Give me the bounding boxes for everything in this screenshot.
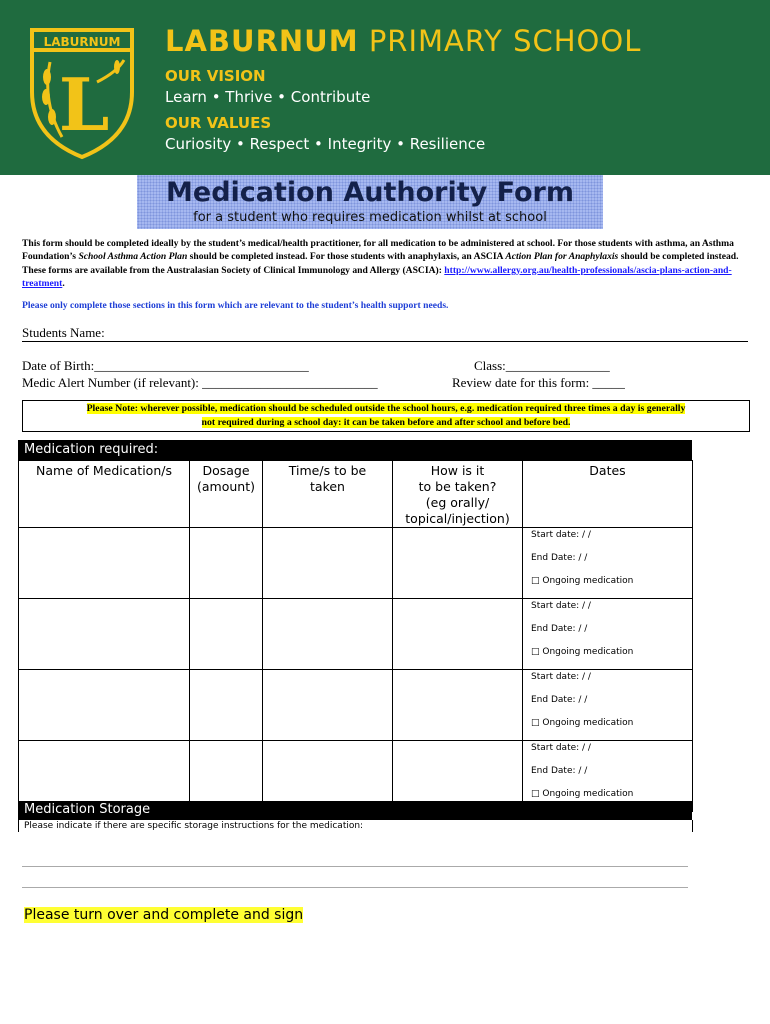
start-date-label: Start date: / / xyxy=(531,672,591,682)
table-row xyxy=(19,599,693,670)
ascia-link[interactable]: http://www.allergy.org.au/health-professionals/ascia-plans-action-and-treatment xyxy=(22,264,732,289)
table-row xyxy=(19,670,693,741)
storage-line-2[interactable] xyxy=(22,887,688,888)
school-crest-logo xyxy=(22,22,142,162)
values-heading: OUR VALUES xyxy=(165,114,272,132)
dosage-cell[interactable] xyxy=(190,528,263,599)
time-cell[interactable] xyxy=(263,528,393,599)
time-cell[interactable] xyxy=(263,599,393,670)
note-line-2: not required during a school day: it can be taken before and after school and before bed. xyxy=(201,417,571,428)
review-date-field[interactable]: Review date for this form: _____ xyxy=(452,375,625,390)
storage-instructions: Please indicate if there are specific storage instructions for the medication: xyxy=(24,821,364,831)
dates-cell[interactable] xyxy=(523,599,693,670)
medication-table xyxy=(18,460,693,812)
vision-text: Learn • Thrive • Contribute xyxy=(165,88,371,106)
end-date-label: End Date: / / xyxy=(531,766,588,776)
end-date-label: End Date: / / xyxy=(531,553,588,563)
method-cell[interactable] xyxy=(393,528,523,599)
crest-text: LABURNUM xyxy=(43,35,121,49)
medication-name-cell[interactable] xyxy=(19,670,190,741)
col-name-header: Name of Medication/s xyxy=(19,461,190,528)
dates-cell[interactable] xyxy=(523,670,693,741)
sections-note: Please only complete those sections in this form which are relevant to the student’s health support needs. xyxy=(22,300,449,311)
school-banner xyxy=(0,0,770,175)
dob-field[interactable]: Date of Birth:_________________________________ xyxy=(22,358,309,373)
crest-letter: L xyxy=(58,62,110,147)
medic-alert-field[interactable]: Medic Alert Number (if relevant): ___________________________ xyxy=(22,375,378,390)
medication-section-header: Medication required: xyxy=(18,440,692,460)
vision-heading: OUR VISION xyxy=(165,67,266,85)
start-date-label: Start date: / / xyxy=(531,743,591,753)
start-date-label: Start date: / / xyxy=(531,601,591,611)
values-text: Curiosity • Respect • Integrity • Resilience xyxy=(165,135,486,153)
note-line-1: Please Note: wherever possible, medication should be scheduled outside the school hours, e.g. medication required three times a day is generally xyxy=(86,403,686,414)
intro-paragraph: This form should be completed ideally by the student’s medical/health practitioner, for all medication to be administered at school. For those students with asthma, an Asthma Foundation’s School Asthma Action Plan should be completed instead. For those students with anaphylaxis, an ASCIA Action Plan for Anaphylaxis should be completed instead. These forms are available from the Australasian Society of Clinical Immunology and Allergy (ASCIA): http://www.allergy.org.au/health-professionals/ascia-plans-action-and-treatment. xyxy=(22,238,739,289)
col-time-header: Time/s to be taken xyxy=(263,461,393,528)
start-date-label: Start date: / / xyxy=(531,530,591,540)
ongoing-checkbox[interactable]: □ Ongoing medication xyxy=(531,647,634,657)
dosage-cell[interactable] xyxy=(190,599,263,670)
students-name-label: Students Name: xyxy=(22,325,105,340)
end-date-label: End Date: / / xyxy=(531,624,588,634)
table-row xyxy=(19,528,693,599)
form-title: Medication Authority Form xyxy=(166,177,574,208)
ongoing-checkbox[interactable]: □ Ongoing medication xyxy=(531,576,634,586)
dates-cell[interactable] xyxy=(523,528,693,599)
method-cell[interactable] xyxy=(393,670,523,741)
scheduling-note xyxy=(22,400,750,432)
col-how-header: How is it to be taken? (eg orally/ topical/injection) xyxy=(393,461,523,528)
storage-line-1[interactable] xyxy=(22,866,688,867)
class-field[interactable]: Class:________________ xyxy=(474,358,610,373)
time-cell[interactable] xyxy=(263,670,393,741)
students-name-line[interactable] xyxy=(22,341,748,342)
medication-name-cell[interactable] xyxy=(19,599,190,670)
col-dosage-header: Dosage (amount) xyxy=(190,461,263,528)
end-date-label: End Date: / / xyxy=(531,695,588,705)
ongoing-checkbox[interactable]: □ Ongoing medication xyxy=(531,789,634,799)
ongoing-checkbox[interactable]: □ Ongoing medication xyxy=(531,718,634,728)
form-subtitle: for a student who requires medication whilst at school xyxy=(193,210,547,225)
method-cell[interactable] xyxy=(393,599,523,670)
turn-over-note: Please turn over and complete and sign xyxy=(24,907,304,923)
dosage-cell[interactable] xyxy=(190,670,263,741)
school-name: LABURNUM PRIMARY SCHOOL xyxy=(165,24,642,58)
form-title-box xyxy=(137,175,603,229)
storage-section-header: Medication Storage xyxy=(18,801,692,820)
col-dates-header: Dates xyxy=(523,461,693,528)
table-header-row xyxy=(19,461,693,528)
medication-name-cell[interactable] xyxy=(19,528,190,599)
